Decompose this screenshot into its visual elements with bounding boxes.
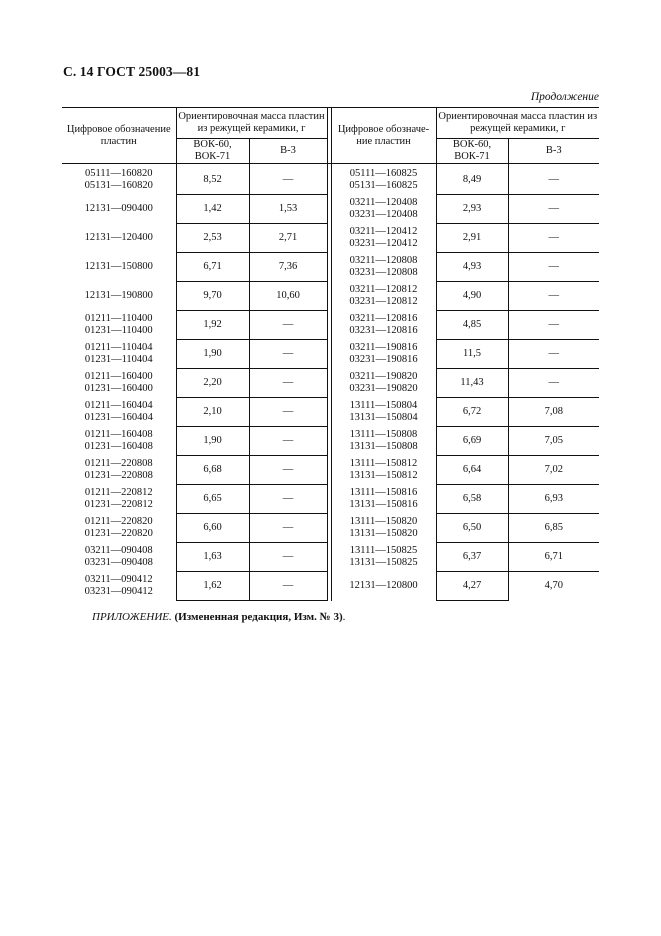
left-code-cell xyxy=(62,340,176,369)
right-vok-mass: 2,93 xyxy=(436,195,508,224)
right-v3-mass: — xyxy=(508,311,599,340)
right-code-cell xyxy=(331,485,436,514)
right-v3-mass: — xyxy=(508,340,599,369)
left-vok-mass: 1,42 xyxy=(176,195,249,224)
left-code: 01211—220808 xyxy=(84,458,153,469)
right-v3-mass: — xyxy=(508,369,599,398)
right-code: 13111—150812 xyxy=(349,458,418,469)
right-code: 13111—150808 xyxy=(349,429,418,440)
left-vok-mass: 6,60 xyxy=(176,514,249,543)
left-v3-mass: 7,36 xyxy=(249,253,327,282)
right-code-cell xyxy=(331,369,436,398)
left-code: 03231—090408 xyxy=(84,557,153,568)
left-code: 12131—120400 xyxy=(84,232,153,243)
left-vok-mass: 6,71 xyxy=(176,253,249,282)
table-row xyxy=(62,369,599,398)
left-code-cell xyxy=(62,514,176,543)
right-vok-mass: 8,49 xyxy=(436,164,508,195)
left-code: 12131—150800 xyxy=(84,261,153,272)
left-v3-mass: — xyxy=(249,164,327,195)
right-vok-mass: 11,5 xyxy=(436,340,508,369)
left-code: 05111—160820 xyxy=(85,168,153,180)
left-v3-mass: 2,71 xyxy=(249,224,327,253)
left-v3-mass: — xyxy=(249,543,327,572)
right-vok-mass: 6,64 xyxy=(436,456,508,485)
left-code-cell xyxy=(62,282,176,311)
left-v3-mass: — xyxy=(249,340,327,369)
right-v3-mass: — xyxy=(508,164,599,195)
left-v3-mass: — xyxy=(249,311,327,340)
right-v3-mass: 4,70 xyxy=(508,572,599,601)
right-code: 05111—160825 xyxy=(349,168,418,180)
header-mass-group-left: Ориентировочная масса пластин из режущей керамики, г xyxy=(176,108,327,139)
right-v3-mass: 6,85 xyxy=(508,514,599,543)
left-v3-mass: — xyxy=(249,514,327,543)
left-code: 01211—160400 xyxy=(84,371,153,382)
header-code-left: Цифровое обозначение пластин xyxy=(62,108,176,164)
right-code-cell xyxy=(331,427,436,456)
left-code-cell xyxy=(62,427,176,456)
right-code: 03211—120816 xyxy=(349,313,418,324)
right-vok-mass: 4,27 xyxy=(436,572,508,601)
right-vok-mass: 4,90 xyxy=(436,282,508,311)
header-mass-group-right: Ориентировочная масса пластин из режущей керамики, г xyxy=(436,108,599,139)
right-code: 05131—160825 xyxy=(349,180,418,192)
left-code: 01211—110400 xyxy=(85,313,153,324)
right-code: 03231—120808 xyxy=(349,267,418,278)
continuation-label: Продолжение xyxy=(530,91,599,103)
right-code: 03231—190820 xyxy=(349,383,418,394)
right-code-cell xyxy=(331,282,436,311)
right-code-cell xyxy=(331,195,436,224)
left-code: 01231—160400 xyxy=(84,383,153,394)
left-code: 01231—220808 xyxy=(84,470,153,481)
right-v3-mass: 7,02 xyxy=(508,456,599,485)
table-row xyxy=(62,340,599,369)
right-code-cell xyxy=(331,340,436,369)
table-row xyxy=(62,514,599,543)
right-code: 03231—120412 xyxy=(349,238,418,249)
header-vok-left: ВОК-60, ВОК-71 xyxy=(176,139,249,164)
header-vok-right: ВОК-60, ВОК-71 xyxy=(436,139,508,164)
mass-table xyxy=(62,107,599,601)
left-v3-mass: — xyxy=(249,485,327,514)
right-v3-mass: 7,05 xyxy=(508,427,599,456)
left-vok-mass: 1,62 xyxy=(176,572,249,601)
right-code: 13111—150825 xyxy=(349,545,418,556)
right-code-cell xyxy=(331,543,436,572)
left-v3-mass: — xyxy=(249,572,327,601)
left-vok-mass: 1,92 xyxy=(176,311,249,340)
right-code: 13131—150820 xyxy=(349,528,418,539)
right-code: 13131—150825 xyxy=(349,557,418,568)
table-row xyxy=(62,485,599,514)
right-code-cell xyxy=(331,572,436,601)
table-row xyxy=(62,224,599,253)
right-v3-mass: 6,71 xyxy=(508,543,599,572)
table-row xyxy=(62,543,599,572)
right-vok-mass: 4,93 xyxy=(436,253,508,282)
right-vok-mass: 6,72 xyxy=(436,398,508,427)
table-row xyxy=(62,164,599,195)
header-v3-right: В-3 xyxy=(508,139,599,164)
right-vok-mass: 6,37 xyxy=(436,543,508,572)
left-v3-mass: — xyxy=(249,427,327,456)
right-code-cell xyxy=(331,456,436,485)
left-code-cell xyxy=(62,311,176,340)
left-code-cell xyxy=(62,253,176,282)
table-row xyxy=(62,398,599,427)
right-v3-mass: — xyxy=(508,224,599,253)
left-vok-mass: 1,90 xyxy=(176,427,249,456)
left-vok-mass: 2,10 xyxy=(176,398,249,427)
right-code-cell xyxy=(331,398,436,427)
left-v3-mass: — xyxy=(249,398,327,427)
footnote-text: (Измененная редакция, Изм. № 3) xyxy=(174,611,343,623)
right-code: 03231—190816 xyxy=(349,354,418,365)
page-header: С. 14 ГОСТ 25003—81 xyxy=(63,64,201,79)
footnote-end: . xyxy=(342,611,346,623)
left-code-cell xyxy=(62,543,176,572)
left-code: 01211—220812 xyxy=(84,487,153,498)
left-v3-mass: 10,60 xyxy=(249,282,327,311)
right-code: 03211—120808 xyxy=(349,255,418,266)
right-code-cell xyxy=(331,164,436,195)
left-code: 03211—090412 xyxy=(84,574,153,585)
right-code: 03211—120812 xyxy=(349,284,418,295)
right-code: 13111—150804 xyxy=(349,400,418,411)
left-vok-mass: 6,68 xyxy=(176,456,249,485)
table-row xyxy=(62,195,599,224)
left-vok-mass: 2,53 xyxy=(176,224,249,253)
left-code-cell xyxy=(62,369,176,398)
left-code: 01211—110404 xyxy=(85,342,153,353)
right-v3-mass: — xyxy=(508,253,599,282)
right-v3-mass: — xyxy=(508,195,599,224)
left-v3-mass: — xyxy=(249,456,327,485)
right-v3-mass: 6,93 xyxy=(508,485,599,514)
right-code-cell xyxy=(331,311,436,340)
left-code: 01231—110400 xyxy=(84,325,153,336)
left-code: 01211—160408 xyxy=(84,429,153,440)
right-v3-mass: — xyxy=(508,282,599,311)
right-code: 03211—190816 xyxy=(349,342,418,353)
right-vok-mass: 2,91 xyxy=(436,224,508,253)
right-vok-mass: 4,85 xyxy=(436,311,508,340)
right-code: 03211—120412 xyxy=(349,226,418,237)
left-code: 01231—160404 xyxy=(84,412,153,423)
left-code: 03231—090412 xyxy=(84,586,153,597)
header-v3-left: В-3 xyxy=(249,139,327,164)
left-code-cell xyxy=(62,456,176,485)
left-code-cell xyxy=(62,195,176,224)
right-code: 03231—120816 xyxy=(349,325,418,336)
left-vok-mass: 1,90 xyxy=(176,340,249,369)
left-code-cell xyxy=(62,398,176,427)
table-row xyxy=(62,282,599,311)
left-code-cell xyxy=(62,224,176,253)
table-row xyxy=(62,456,599,485)
right-vok-mass: 6,50 xyxy=(436,514,508,543)
right-code: 13131—150812 xyxy=(349,470,418,481)
right-code: 03211—190820 xyxy=(349,371,418,382)
right-code: 03231—120812 xyxy=(349,296,418,307)
right-code: 13111—150816 xyxy=(349,487,418,498)
footnote xyxy=(92,611,345,623)
table-row xyxy=(62,253,599,282)
left-vok-mass: 1,63 xyxy=(176,543,249,572)
right-code: 13131—150808 xyxy=(349,441,418,452)
footnote-label: ПРИЛОЖЕНИЕ. xyxy=(92,611,172,623)
right-v3-mass: 7,08 xyxy=(508,398,599,427)
right-code: 13131—150816 xyxy=(349,499,418,510)
left-code: 01231—110404 xyxy=(84,354,153,365)
header-code-right: Цифровое обозначе-ние пластин xyxy=(331,108,436,164)
table-row xyxy=(62,311,599,340)
right-code-cell xyxy=(331,224,436,253)
table-row xyxy=(62,572,599,601)
left-code: 01231—160408 xyxy=(84,441,153,452)
left-code: 12131—090400 xyxy=(84,203,153,214)
left-v3-mass: — xyxy=(249,369,327,398)
right-code: 03211—120408 xyxy=(349,197,418,208)
right-code: 03231—120408 xyxy=(349,209,418,220)
left-v3-mass: 1,53 xyxy=(249,195,327,224)
left-code-cell xyxy=(62,572,176,601)
left-vok-mass: 9,70 xyxy=(176,282,249,311)
left-code: 12131—190800 xyxy=(84,290,153,301)
left-code-cell xyxy=(62,164,176,195)
left-code: 01211—160404 xyxy=(84,400,153,411)
right-code: 13111—150820 xyxy=(349,516,418,527)
right-vok-mass: 6,69 xyxy=(436,427,508,456)
left-vok-mass: 2,20 xyxy=(176,369,249,398)
left-code-cell xyxy=(62,485,176,514)
right-vok-mass: 6,58 xyxy=(436,485,508,514)
right-code: 13131—150804 xyxy=(349,412,418,423)
right-code-cell xyxy=(331,253,436,282)
left-code: 01231—220820 xyxy=(84,528,153,539)
left-vok-mass: 6,65 xyxy=(176,485,249,514)
right-code-cell xyxy=(331,514,436,543)
left-code: 05131—160820 xyxy=(84,180,153,192)
left-vok-mass: 8,52 xyxy=(176,164,249,195)
table-row xyxy=(62,427,599,456)
left-code: 01211—220820 xyxy=(84,516,153,527)
right-vok-mass: 11,43 xyxy=(436,369,508,398)
left-code: 01231—220812 xyxy=(84,499,153,510)
left-code: 03211—090408 xyxy=(84,545,153,556)
right-code: 12131—120800 xyxy=(349,580,418,591)
